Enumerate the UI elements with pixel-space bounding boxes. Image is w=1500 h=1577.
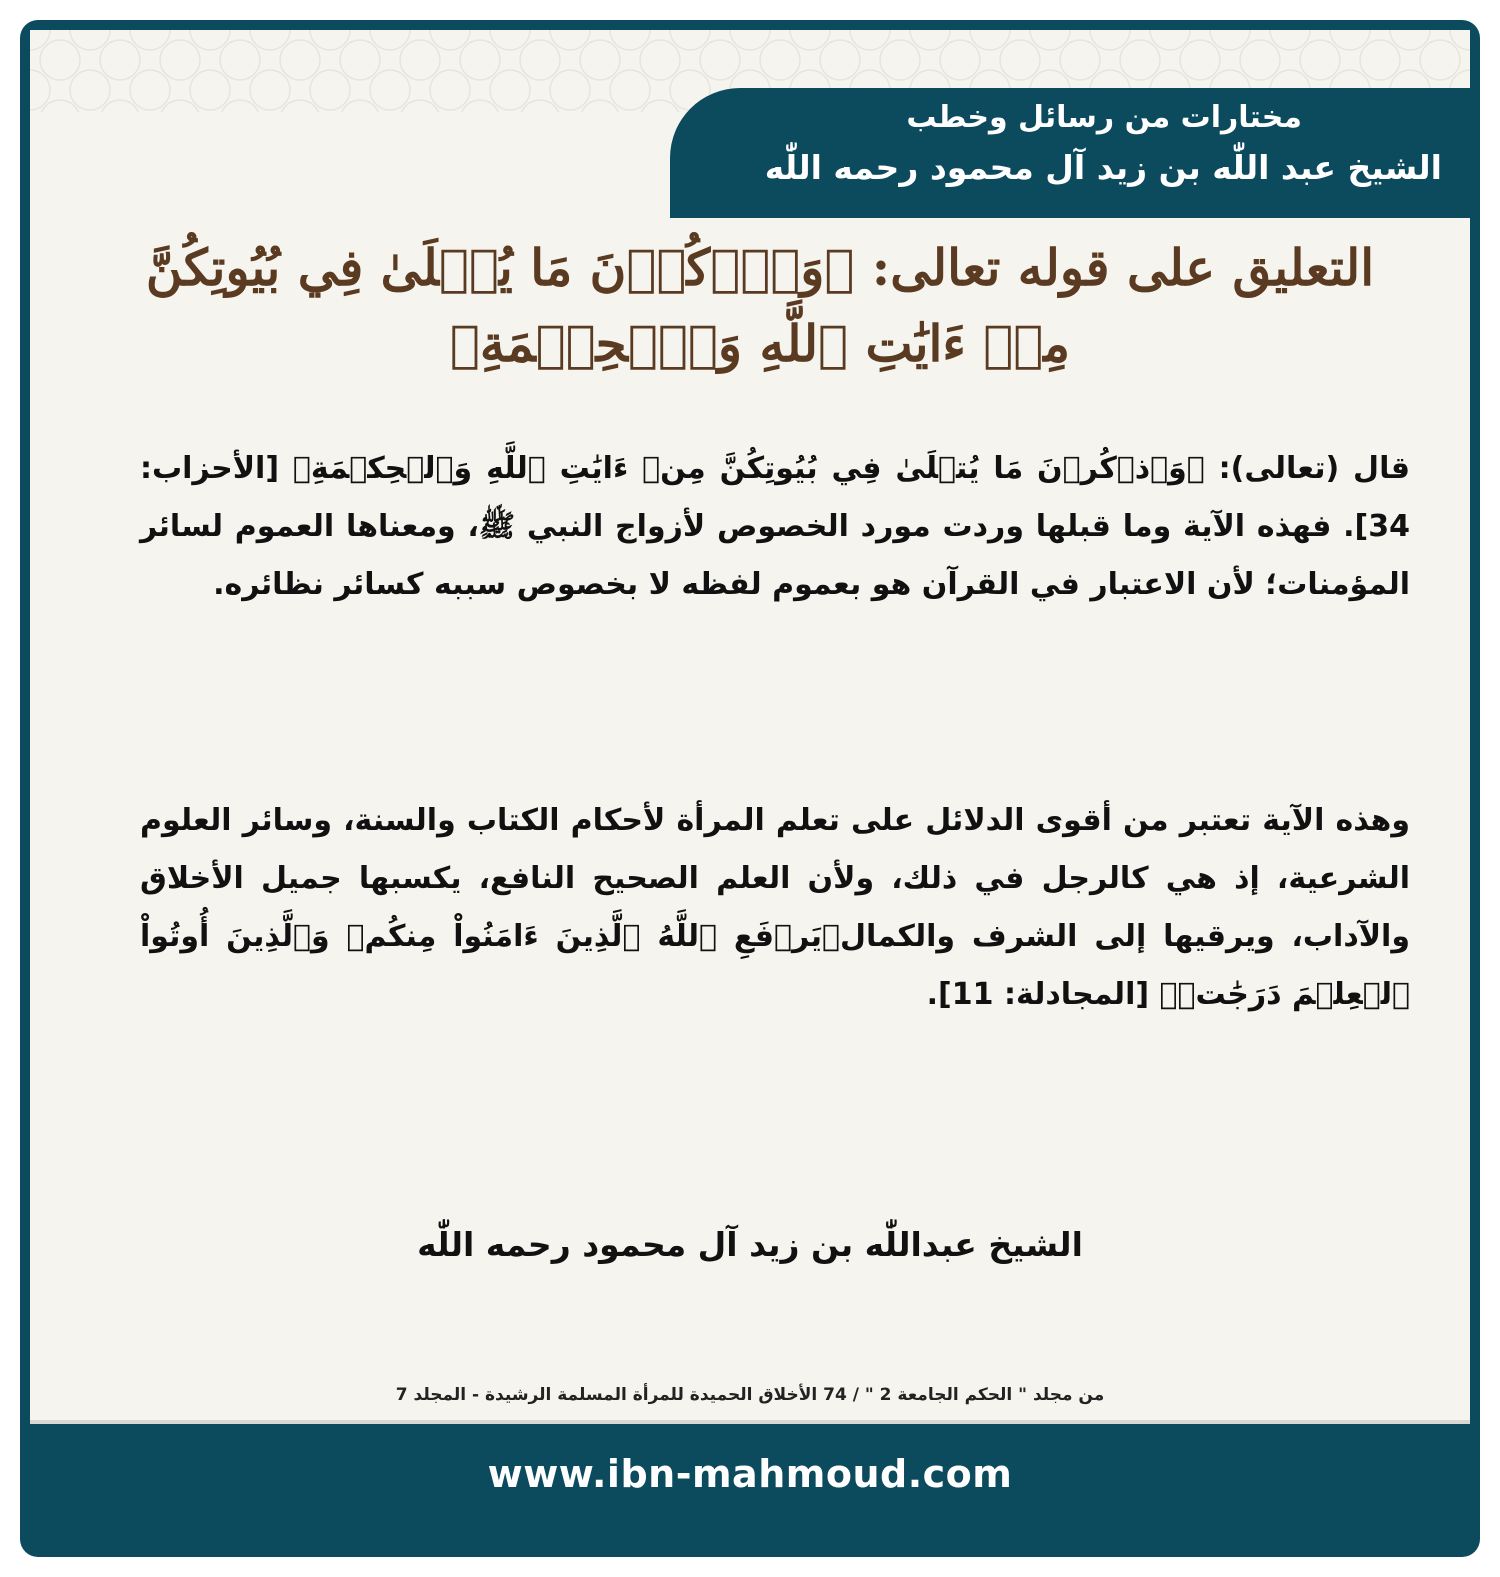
paragraph-1: قال (تعالى): ﴿وَٱذۡكُرۡنَ مَا يُتۡلَىٰ فِي بُيُوتِكُنَّ مِنۡ ءَايَٰتِ ٱللَّهِ وَٱلۡحِكۡمَةِ﴾ [الأحزاب: 34]. فهذه الآية وما قبلها وردت مورد الخصوص لأزواج النبي ﷺ، ومعناها العموم لسائر المؤمنات؛ لأن الاعتبار في القرآن هو بعموم لفظه لا بخصوص سببه كسائر نظائره.	[140, 451, 1410, 602]
content-panel	[30, 30, 1470, 1422]
paragraph-2: وهذه الآية تعتبر من أقوى الدلائل على تعلم المرأة لأحكام الكتاب والسنة، وسائر العلوم الشرعية، إذ هي كالرجل في ذلك، ولأن العلم الصحيح النافع، يكسبها جميل الأخلاق والآداب، ويرقيها إلى الشرف والكمال﴿يَرۡفَعِ ٱللَّهُ ٱلَّذِينَ ءَامَنُواْ مِنكُمۡ وَٱلَّذِينَ أُوتُواْ ٱلۡعِلۡمَ دَرَجَٰتٖ﴾ [المجادلة: 11].	[140, 803, 1410, 1012]
page-title: التعليق على قوله تعالى: ﴿وَٱذۡكُرۡنَ مَا يُتۡلَىٰ فِي بُيُوتِكُنَّ مِنۡ ءَايَٰتِ ٱللَّهِ وَٱلۡحِكۡمَةِ﴾	[145, 238, 1375, 373]
header-subtitle: مختارات من رسائل وخطب	[906, 100, 1302, 135]
source-citation: من مجلد " الحكم الجامعة 2 " / 74 الأخلاق الحميدة للمرأة المسلمة الرشيدة - المجلد 7	[395, 1385, 1105, 1405]
card-frame	[20, 20, 1480, 1557]
header-author: الشيخ عبد اللّٰه بن زيد آل محمود رحمه اللّٰه	[764, 148, 1442, 187]
website-link[interactable]: www.ibn-mahmoud.com	[487, 1452, 1013, 1496]
divider	[30, 1420, 1470, 1424]
author-signature: الشيخ عبداللّٰه بن زيد آل محمود رحمه اللّٰه	[417, 1225, 1083, 1264]
